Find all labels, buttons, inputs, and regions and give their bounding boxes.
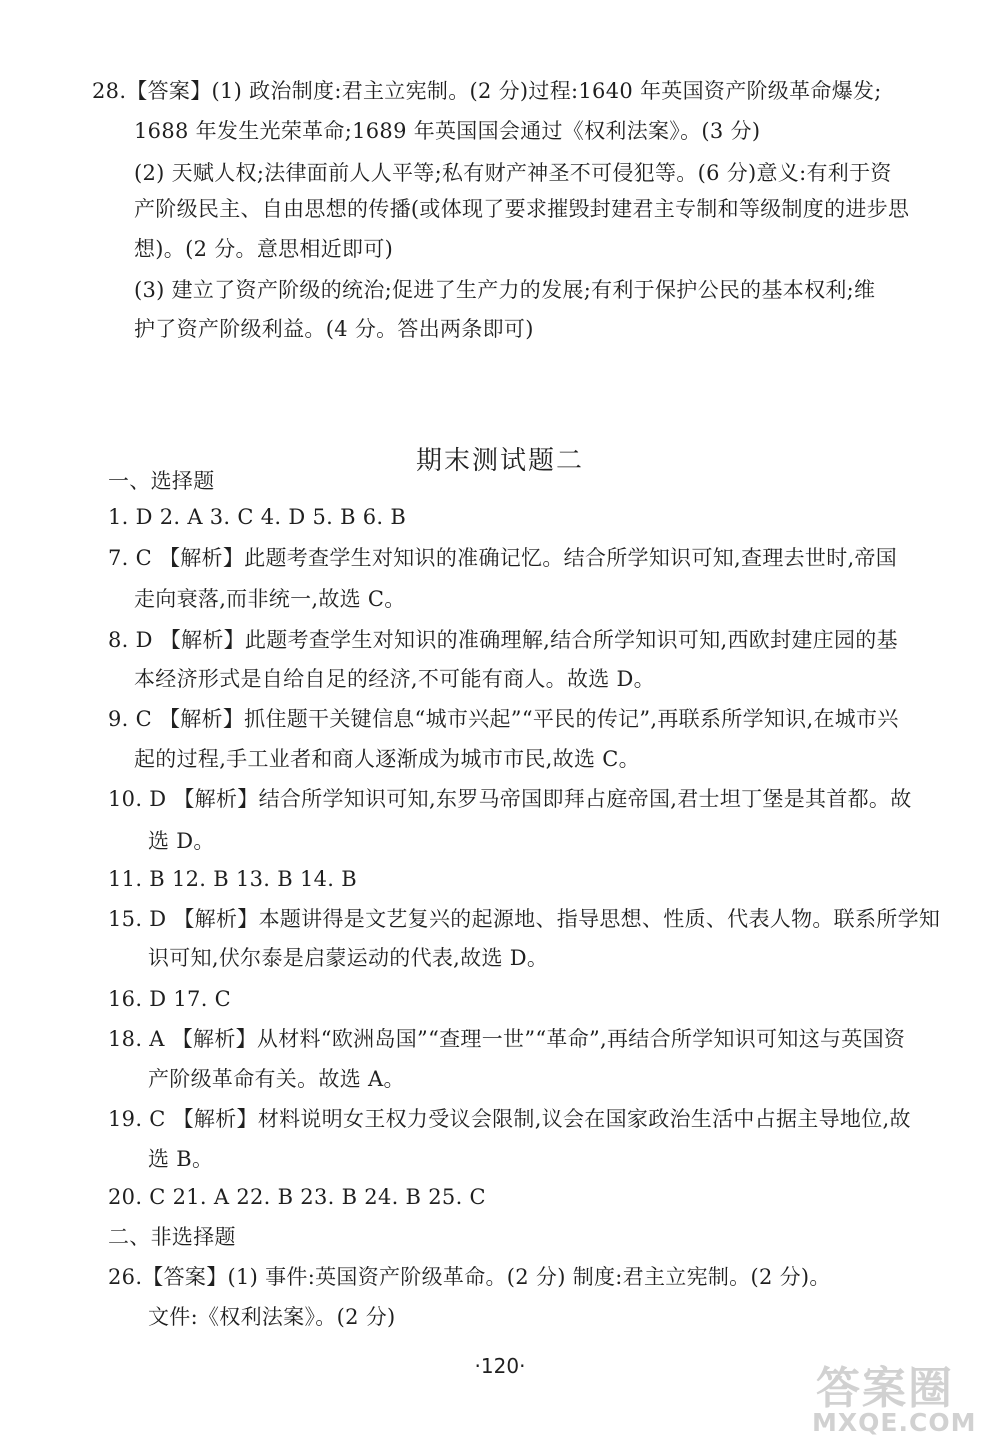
text-line: 11. B 12. B 13. B 14. B [108, 867, 357, 891]
text-line: (2) 天赋人权;法律面前人人平等;私有财产神圣不可侵犯等。(6 分)意义:有利于资 [134, 161, 892, 185]
text-line: 16. D 17. C [108, 987, 232, 1011]
watermark-text: 答案圈 [816, 1363, 954, 1414]
text-line: 9. C 【解析】抓住题干关键信息“城市兴起”“平民的传记”,再联系所学知识,在城市兴 [108, 707, 899, 731]
text-line: 选 D。 [148, 829, 215, 853]
section-title: 期末测试题二 [415, 446, 584, 476]
text-line: 产阶级革命有关。故选 A。 [148, 1067, 405, 1091]
text-line: 护了资产阶级利益。(4 分。答出两条即可) [134, 317, 534, 341]
section-heading: 一、选择题 [108, 469, 215, 493]
text-line: 文件:《权利法案》。(2 分) [148, 1305, 396, 1329]
text-line: 7. C 【解析】此题考查学生对知识的准确记忆。结合所学知识可知,查理去世时,帝国 [108, 546, 898, 570]
text-line: 26.【答案】(1) 事件:英国资产阶级革命。(2 分) 制度:君主立宪制。(2 分)。 [108, 1265, 831, 1289]
text-line: 20. C 21. A 22. B 23. B 24. B 25. C [108, 1185, 486, 1209]
text-line: 10. D 【解析】结合所学知识可知,东罗马帝国即拜占庭帝国,君士坦丁堡是其首都。故 [108, 787, 912, 811]
text-line: 1. D 2. A 3. C 4. D 5. B 6. B [108, 505, 407, 529]
text-line: 走向衰落,而非统一,故选 C。 [134, 587, 406, 611]
text-line: 19. C 【解析】材料说明女王权力受议会限制,议会在国家政治生活中占据主导地位,故 [108, 1107, 911, 1131]
text-line: 产阶级民主、自由思想的传播(或体现了要求摧毁封建君主专制和等级制度的进步思 [134, 197, 910, 221]
text-line: 28.【答案】(1) 政治制度:君主立宪制。(2 分)过程:1640 年英国资产阶级革命爆发; [92, 79, 882, 103]
page-number: ·120· [474, 1354, 526, 1378]
text-line: 起的过程,手工业者和商人逐渐成为城市市民,故选 C。 [134, 747, 640, 771]
text-line: (3) 建立了资产阶级的统治;促进了生产力的发展;有利于保护公民的基本权利;维 [134, 278, 876, 302]
text-line: 18. A 【解析】从材料“欧洲岛国”“查理一世”“革命”,再结合所学知识可知这与英国资 [108, 1027, 906, 1051]
text-line: 选 B。 [148, 1147, 214, 1171]
section-heading: 二、非选择题 [108, 1225, 236, 1249]
watermark-logo [808, 1352, 993, 1438]
text-line: 本经济形式是自给自足的经济,不可能有商人。故选 D。 [134, 667, 655, 691]
watermark-url: MXQE.COM [812, 1408, 977, 1437]
text-line: 15. D 【解析】本题讲得是文艺复兴的起源地、指导思想、性质、代表人物。联系所学知 [108, 907, 941, 931]
text-line: 识可知,伏尔泰是启蒙运动的代表,故选 D。 [148, 946, 549, 970]
text-line: 8. D 【解析】此题考查学生对知识的准确理解,结合所学知识可知,西欧封建庄园的基 [108, 628, 898, 652]
text-line: 1688 年发生光荣革命;1689 年英国国会通过《权利法案》。(3 分) [134, 119, 761, 143]
text-line: 想)。(2 分。意思相近即可) [134, 237, 394, 261]
